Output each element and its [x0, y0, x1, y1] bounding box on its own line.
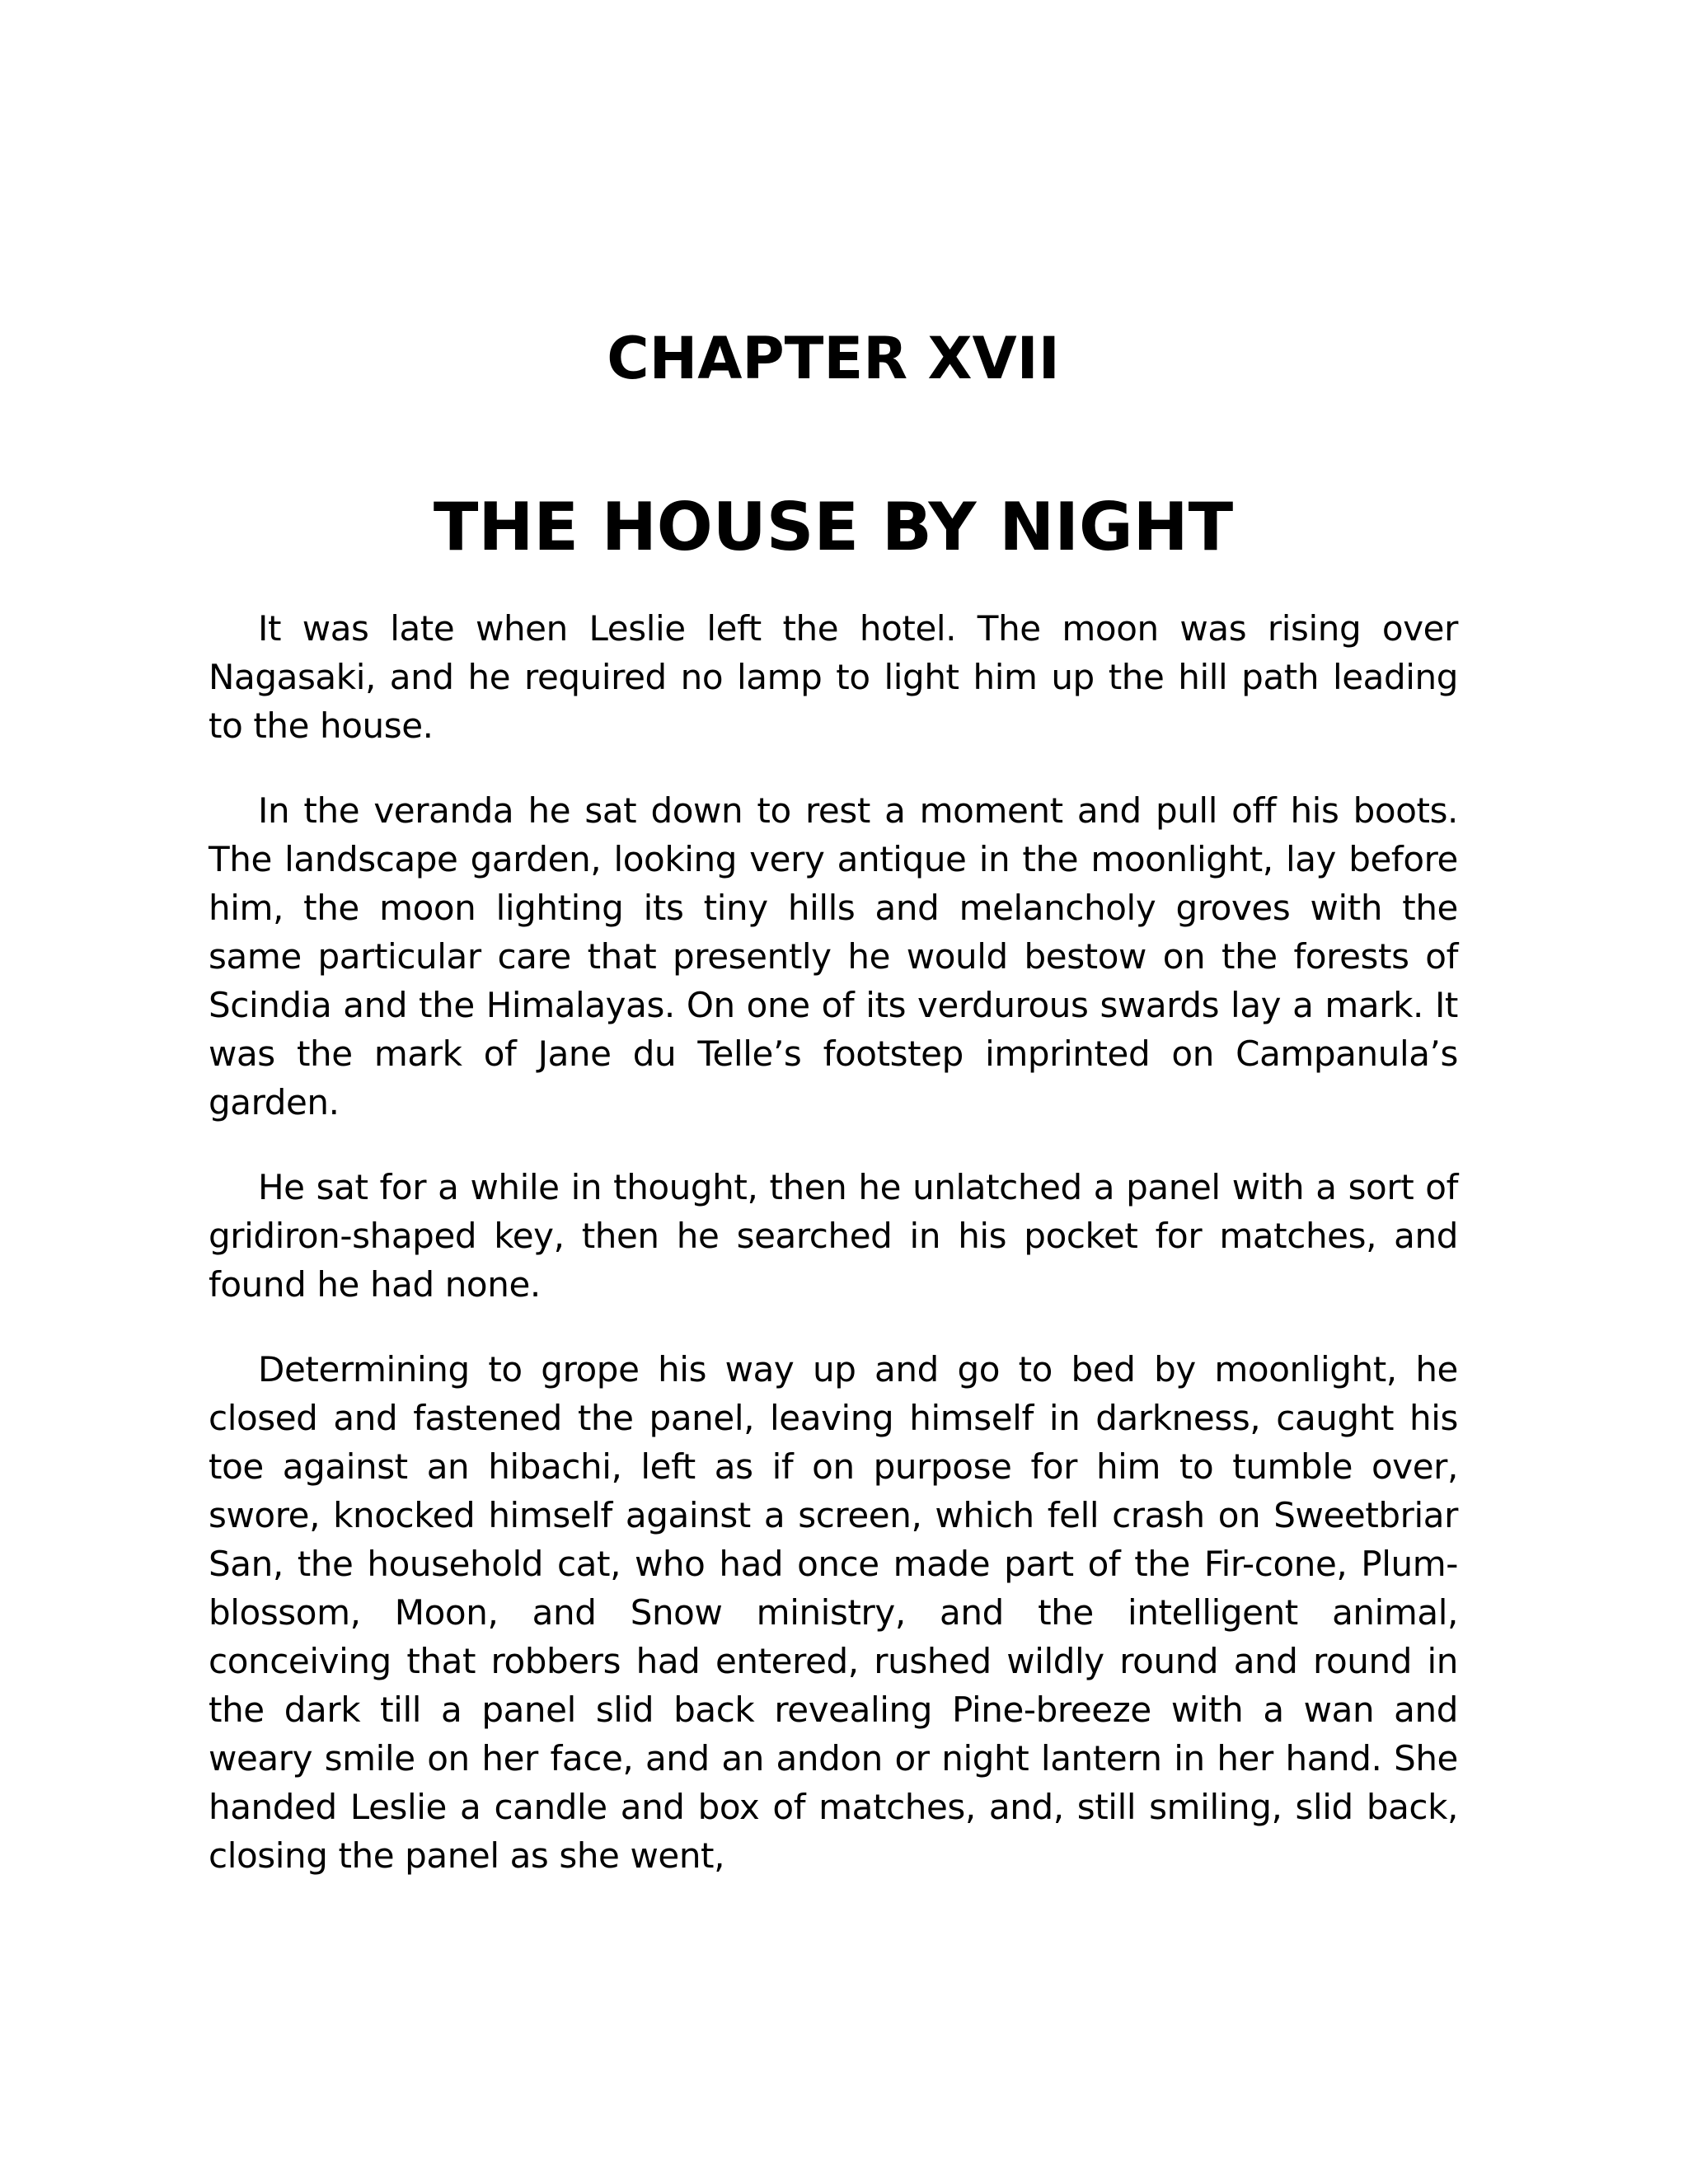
- chapter-number: CHAPTER XVII: [607, 325, 1060, 392]
- paragraph-2: In the veranda he sat down to rest a moment and pull off his boots. The landscape garden, looking very antique in the moonlight, lay before him, the moon lighting its tiny hills and melancholy groves with the same particular care that presently he would bestow on the forests of Scindia and the Himalayas. On one of its verdurous swards lay a mark. It was the mark of Jane du Telle’s footstep imprinted on Campanula’s garden.: [209, 790, 1458, 1122]
- paragraph-3: He sat for a while in thought, then he unlatched a panel with a sort of gridiron-shaped key, then he searched in his pocket for matches, and found he had none.: [209, 1167, 1458, 1305]
- chapter-title: THE HOUSE BY NIGHT: [433, 489, 1234, 565]
- paragraph-1: It was late when Leslie left the hotel. The moon was rising over Nagasaki, and he required no lamp to light him up the hill path leading to the house.: [209, 608, 1458, 746]
- paragraph-4: Determining to grope his way up and go to bed by moonlight, he closed and fastened the panel, leaving himself in darkness, caught his toe against an hibachi, left as if on purpose for him to tumble over, swore, knocked himself against a screen, which fell crash on Sweetbriar San, the household cat, who had once made part of the Fir-cone, Plum-blossom, Moon, and Snow ministry, and the intelligent animal, conceiving that robbers had entered, rushed wildly round and round in the dark till a panel slid back revealing Pine-breeze with a wan and weary smile on her face, and an andon or night lantern in her hand. She handed Leslie a candle and box of matches, and, still smiling, slid back, closing the panel as she went,: [209, 1349, 1458, 1876]
- chapter-body: [209, 604, 1458, 1880]
